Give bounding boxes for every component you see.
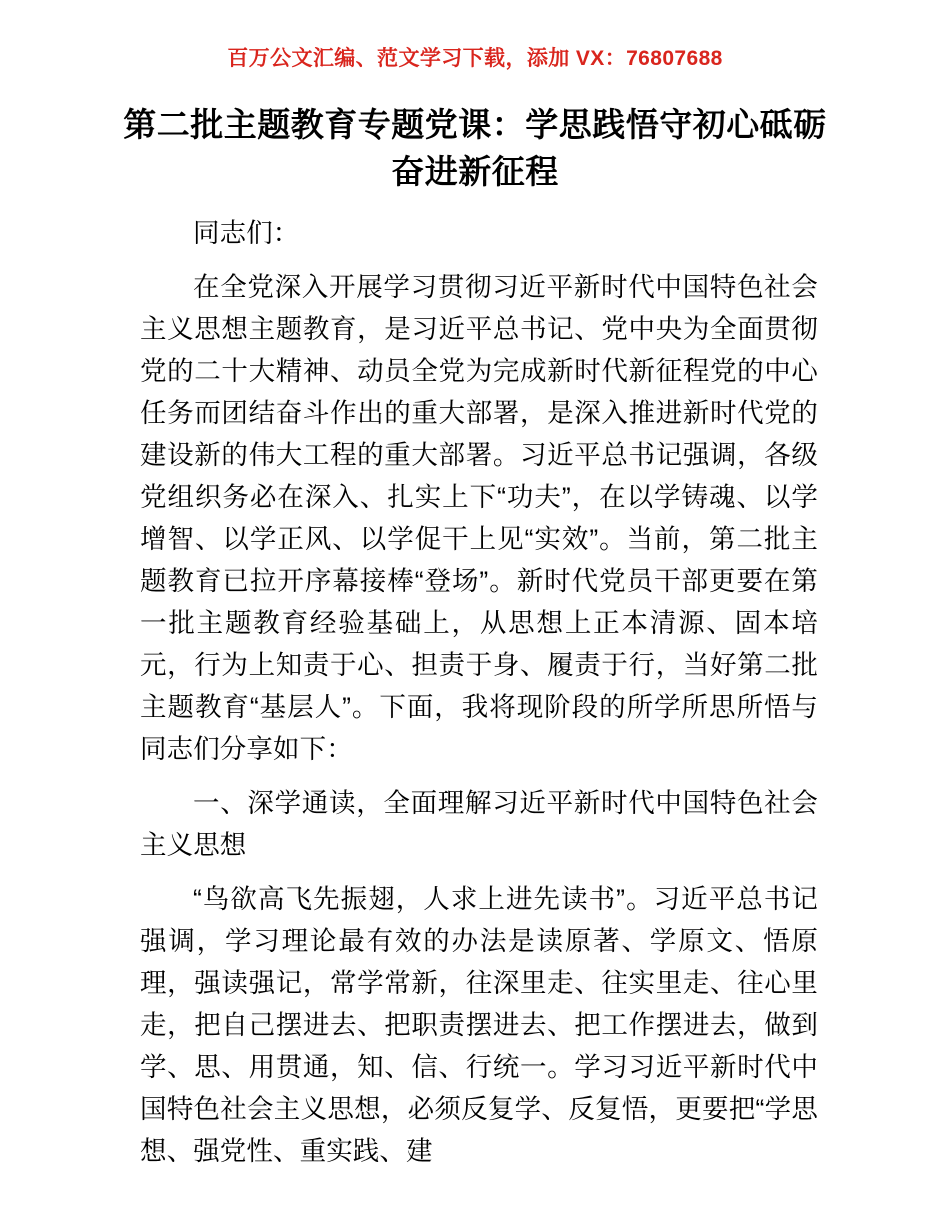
- section-heading-one: 一、深学通读，全面理解习近平新时代中国特色社会主义思想: [140, 787, 818, 860]
- paragraph-section-one-body: “鸟欲高飞先振翅，人求上进先读书”。习近平总书记强调，学习理论最有效的办法是读原著、学原文、悟原理，强读强记，常学常新，往深里走、往实里走、往心里走，把自己摆进去、把职责摆进去、把工作摆进去，做到学、思、用贯通，知、信、行统一。学习习近平新时代中国特色社会主义思想，必须反复学、反复悟，更要把“学思想、强党性、重实践、建: [140, 883, 818, 1166]
- paragraph-salutation: 同志们：: [193, 217, 300, 248]
- document-body: [0, 196, 950, 1172]
- promo-banner: [0, 0, 950, 72]
- promo-banner-text: 百万公文汇编、范文学习下载，添加 VX：76807688: [227, 47, 723, 70]
- paragraph-opening: 在全党深入开展学习贯彻习近平新时代中国特色社会主义思想主题教育，是习近平总书记、党中央为全面贯彻党的二十大精神、动员全党为完成新时代新征程党的中心任务而团结奋斗作出的重大部署，是深入推进新时代党的建设新的伟大工程的重大部署。习近平总书记强调，各级党组织务必在深入、扎实上下“功夫”，在以学铸魂、以学增智、以学正风、以学促干上见“实效”。当前，第二批主题教育已拉开序幕接棒“登场”。新时代党员干部更要在第一批主题教育经验基础上，从思想上正本清源、固本培元，行为上知责于心、担责于身、履责于行，当好第二批主题教育“基层人”。下面，我将现阶段的所学所思所悟与同志们分享如下：: [140, 271, 818, 764]
- document-title: 第二批主题教育专题党课：学思践悟守初心砥砺奋进新征程: [123, 106, 827, 191]
